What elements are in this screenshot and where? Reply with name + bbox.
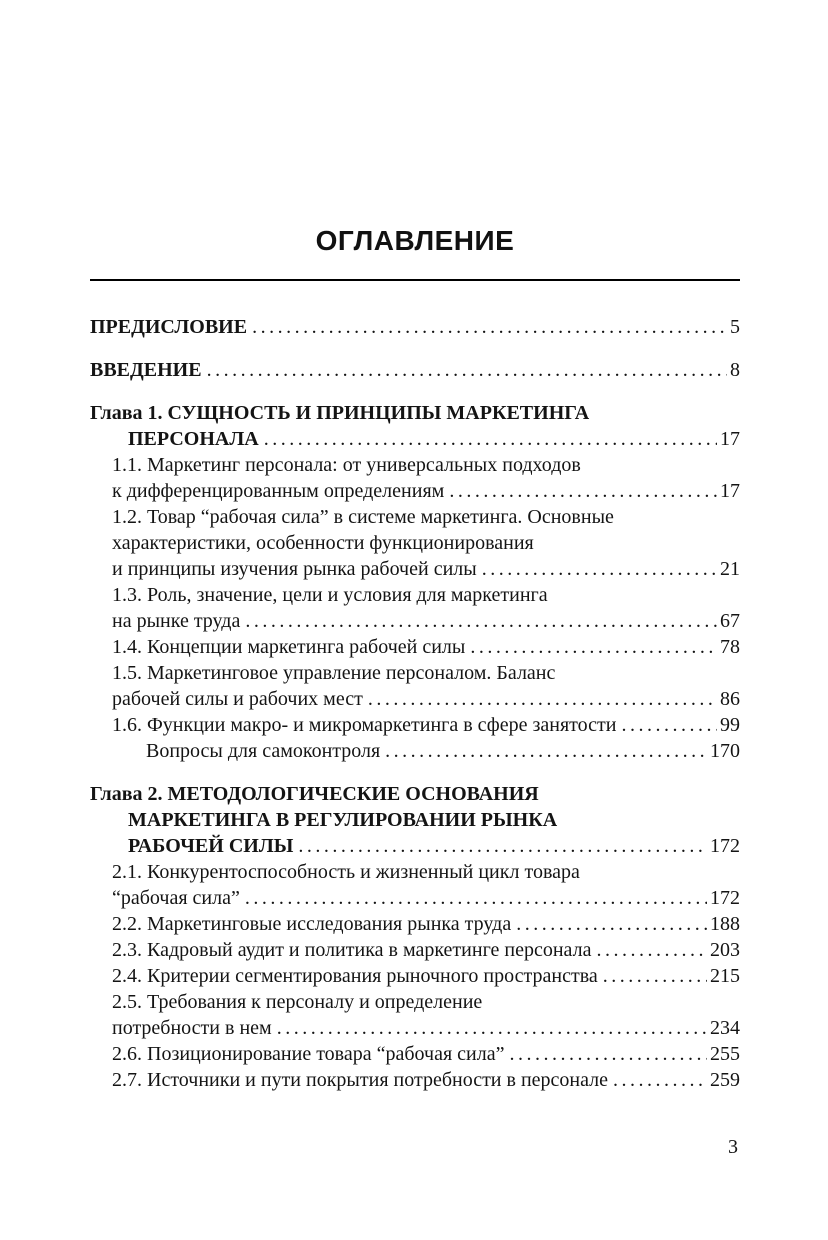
dot-leader (207, 357, 727, 383)
toc-entry (90, 400, 740, 452)
page-title: ОГЛАВЛЕНИЕ (315, 225, 515, 256)
toc-entry-text: Вопросы для самоконтроля (146, 740, 381, 762)
toc-entry-text: Глава 1. СУЩНОСТЬ И ПРИНЦИПЫ МАРКЕТИНГА (90, 402, 590, 424)
toc-entry-page: 234 (710, 1017, 740, 1039)
toc-entry-text: 1.6. Функции макро- и микромаркетинга в сфере занятости (112, 714, 617, 736)
toc-entry-text: “рабочая сила” (112, 887, 240, 909)
dot-leader (449, 478, 717, 504)
toc-entry-page: 172 (710, 835, 740, 857)
toc-entry-page: 188 (710, 913, 740, 935)
toc-entry (90, 504, 740, 582)
toc-entry-text: Глава 2. МЕТОДОЛОГИЧЕСКИЕ ОСНОВАНИЯ (90, 783, 539, 805)
toc-entry-page: 255 (710, 1043, 740, 1065)
toc-entry-page: 99 (720, 714, 740, 736)
dot-leader (596, 937, 707, 963)
toc-entry-text: ПЕРСОНАЛА (128, 428, 259, 450)
toc-entry-text: 2.1. Конкурентоспособность и жизненный цикл товара (112, 861, 580, 883)
toc-entry (90, 859, 740, 911)
toc-entry-text: 1.3. Роль, значение, цели и условия для маркетинга (112, 584, 548, 606)
toc-entry-line (90, 357, 740, 383)
dot-leader (516, 911, 707, 937)
toc-entry-text: характеристики, особенности функционирования (112, 532, 534, 554)
toc-entry-page: 5 (730, 316, 740, 338)
toc-entry-line (90, 556, 740, 582)
toc-entry (90, 738, 740, 764)
toc-entry-line (90, 989, 740, 1015)
dot-leader (482, 556, 717, 582)
dot-leader (385, 738, 707, 764)
toc-entry-line (90, 911, 740, 937)
toc-entry-line (90, 608, 740, 634)
toc-entry-line (90, 1015, 740, 1041)
dot-leader (603, 963, 707, 989)
toc-entry-line (90, 1067, 740, 1093)
toc-entry-page: 8 (730, 359, 740, 381)
toc-entry (90, 911, 740, 937)
toc-entry-line (90, 504, 740, 530)
toc-entry (90, 781, 740, 859)
dot-leader (298, 833, 707, 859)
toc-entry-text: 2.5. Требования к персоналу и определение (112, 991, 483, 1013)
toc-entry (90, 1067, 740, 1093)
toc-entry-line (90, 1041, 740, 1067)
toc-entry-page: 259 (710, 1069, 740, 1091)
toc-list (90, 314, 740, 1093)
toc-entry-text: 2.7. Источники и пути покрытия потребности в персонале (112, 1069, 609, 1091)
toc-entry-line (90, 859, 740, 885)
page-number: 3 (728, 1136, 738, 1158)
toc-entry-line (90, 781, 740, 807)
toc-entry-page: 215 (710, 965, 740, 987)
toc-entry (90, 937, 740, 963)
toc-entry-text: 2.3. Кадровый аудит и политика в маркетинге персонала (112, 939, 592, 961)
toc-entry-text: рабочей силы и рабочих мест (112, 688, 363, 710)
dot-leader (264, 426, 717, 452)
toc-entry-page: 17 (720, 480, 740, 502)
dot-leader (470, 634, 717, 660)
toc-entry-text: МАРКЕТИНГА В РЕГУЛИРОВАНИИ РЫНКА (128, 809, 558, 831)
toc-entry-page: 17 (720, 428, 740, 450)
title-rule (90, 279, 740, 281)
dot-leader (613, 1067, 707, 1093)
toc-entry-text: 2.6. Позиционирование товара “рабочая сила” (112, 1043, 505, 1065)
toc-entry-line (90, 937, 740, 963)
toc-entry-page: 21 (720, 558, 740, 580)
toc-entry (90, 712, 740, 738)
toc-entry-line (90, 314, 740, 340)
toc-entry-line (90, 634, 740, 660)
toc-entry-text: 2.2. Маркетинговые исследования рынка труда (112, 913, 512, 935)
toc-entry-line (90, 738, 740, 764)
toc-entry-line (90, 660, 740, 686)
toc-entry (90, 660, 740, 712)
toc-entry (90, 963, 740, 989)
toc-entry-line (90, 963, 740, 989)
dot-leader (277, 1015, 707, 1041)
toc-entry (90, 989, 740, 1041)
toc-entry (90, 357, 740, 383)
toc-entry (90, 1041, 740, 1067)
toc-entry-line (90, 885, 740, 911)
toc-entry (90, 314, 740, 340)
toc-entry-page: 172 (710, 887, 740, 909)
dot-leader (245, 885, 707, 911)
toc-entry-line (90, 712, 740, 738)
toc-entry-text: 1.5. Маркетинговое управление персоналом. Баланс (112, 662, 556, 684)
toc-entry-line (90, 807, 740, 833)
toc-entry-text: 1.2. Товар “рабочая сила” в системе маркетинга. Основные (112, 506, 614, 528)
toc-entry-page: 67 (720, 610, 740, 632)
toc-entry-text: ВВЕДЕНИЕ (90, 359, 202, 381)
toc-entry-line (90, 426, 740, 452)
toc-entry-text: РАБОЧЕЙ СИЛЫ (128, 835, 294, 857)
dot-leader (621, 712, 717, 738)
toc-entry-page: 78 (720, 636, 740, 658)
toc-entry (90, 582, 740, 634)
toc-entry (90, 452, 740, 504)
toc-entry-page: 203 (710, 939, 740, 961)
toc-entry (90, 634, 740, 660)
toc-entry-page: 86 (720, 688, 740, 710)
toc-entry-text: и принципы изучения рынка рабочей силы (112, 558, 477, 580)
toc-entry-text: на рынке труда (112, 610, 241, 632)
toc-entry-text: к дифференцированным определениям (112, 480, 445, 502)
dot-leader (245, 608, 717, 634)
toc-entry-text: 1.4. Концепции маркетинга рабочей силы (112, 636, 466, 658)
toc-entry-text: ПРЕДИСЛОВИЕ (90, 316, 248, 338)
toc-entry-line (90, 833, 740, 859)
toc-entry-line (90, 452, 740, 478)
dot-leader (368, 686, 717, 712)
dot-leader (252, 314, 727, 340)
toc-entry-text: потребности в нем (112, 1017, 272, 1039)
toc-entry-line (90, 400, 740, 426)
toc-entry-text: 1.1. Маркетинг персонала: от универсальных подходов (112, 454, 581, 476)
toc-entry-line (90, 530, 740, 556)
toc-entry-line (90, 478, 740, 504)
toc-entry-line (90, 582, 740, 608)
toc-entry-page: 170 (710, 740, 740, 762)
toc-entry-text: 2.4. Критерии сегментирования рыночного пространства (112, 965, 598, 987)
toc-entry-line (90, 686, 740, 712)
dot-leader (509, 1041, 707, 1067)
